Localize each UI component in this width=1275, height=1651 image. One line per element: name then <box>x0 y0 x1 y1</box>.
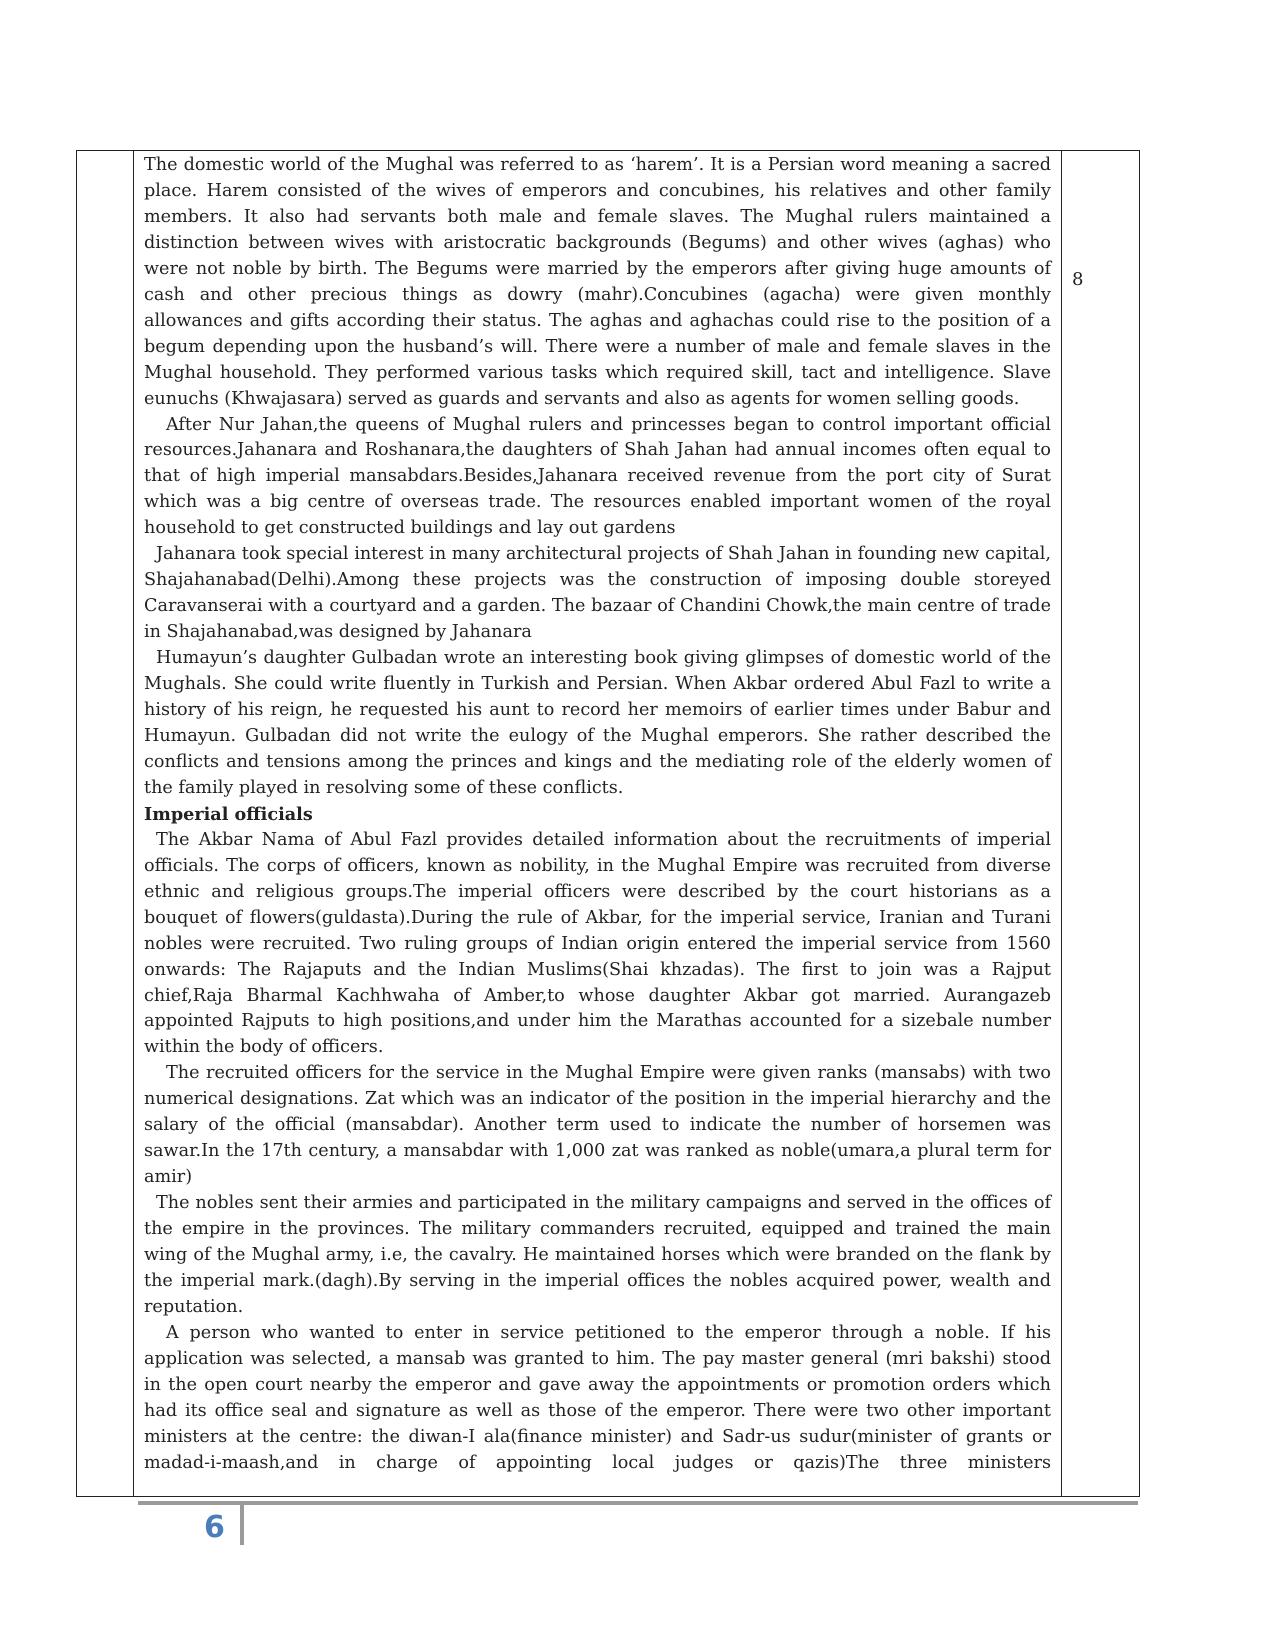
paragraph-harem: The domestic world of the Mughal was referred to as ‘harem’. It is a Persian word meaning a sacred place. Harem consisted of the wives of emperors and concubines, his relatives and other family members. It also had servants both male and female slaves. The Mughal rulers maintained a distinction between wives with aristocratic backgrounds (Begums) and other wives (aghas) who were not noble by birth. The Begums were married by the emperors after giving huge amounts of cash and other precious things as dowry (mahr).Concubines (agacha) were given monthly allowances and gifts according their status. The aghas and aghachas could rise to the position of a begum depending upon the husband’s will. There were a number of male and female slaves in the Mughal household. They performed various tasks which required skill, tact and intelligence. Slave eunuchs (Khwajasara) served as guards and servants and also as agents for women selling goods. <box>144 155 1051 409</box>
marks-cell: 8 <box>1062 151 1140 1497</box>
footer-rule <box>138 1501 1138 1505</box>
page-number-divider <box>240 1505 244 1545</box>
answer-text-cell <box>134 151 1062 1497</box>
section-heading-imperial-officials: Imperial officials <box>144 803 313 825</box>
page-number: 6 <box>204 1510 225 1545</box>
paragraph-mansabs: The recruited officers for the service in the Mughal Empire were given ranks (mansabs) with two numerical designations. Zat which was an indicator of the position in the imperial hierarchy and the salary of the official (mansabdar). Another term used to indicate the number of horsemen was sawar.In the 17th century, a mansabdar with 1,000 zat was ranked as noble(umara,a plural term for amir) <box>144 1063 1051 1188</box>
question-number-cell <box>77 151 134 1497</box>
answer-table <box>76 150 1140 1497</box>
paragraph-gulbadan: Humayun’s daughter Gulbadan wrote an interesting book giving glimpses of domestic world of the Mughals. She could write fluently in Turkish and Persian. When Akbar ordered Abul Fazl to write a history of his reign, he requested his aunt to record her memoirs of earlier times under Babur and Humayun. Gulbadan did not write the eulogy of the Mughal emperors. She rather described the conflicts and tensions among the princes and kings and the mediating role of the elderly women of the family played in resolving some of these conflicts. <box>144 648 1051 798</box>
paragraph-akbar-nama: The Akbar Nama of Abul Fazl provides detailed information about the recruitments of imperial officials. The corps of officers, known as nobility, in the Mughal Empire was recruited from diverse ethnic and religious groups.The imperial officers were described by the court historians as a bouquet of flowers(guldasta).During the rule of Akbar, for the imperial service, Iranian and Turani nobles were recruited. Two ruling groups of Indian origin entered the imperial service from 1560 onwards: The Rajaputs and the Indian Muslims(Shai khzadas). The first to join was a Rajput chief,Raja Bharmal Kachhwaha of Amber,to whose daughter Akbar got married. Aurangazeb appointed Rajputs to high positions,and under him the Marathas accounted for a sizebale number within the body of officers. <box>144 829 1051 1058</box>
paragraph-nur-jahan: After Nur Jahan,the queens of Mughal rulers and princesses began to control important official resources.Jahanara and Roshanara,the daughters of Shah Jahan had annual incomes often equal to that of high imperial mansabdars.Besides,Jahanara received revenue from the port city of Surat which was a big centre of overseas trade. The resources enabled important women of the royal household to get constructed buildings and lay out gardens <box>144 414 1051 539</box>
paragraph-jahanara: Jahanara took special interest in many architectural projects of Shah Jahan in founding new capital, Shajahanabad(Delhi).Among these projects was the construction of imposing double storeyed Caravanserai with a courtyard and a garden. The bazaar of Chandini Chowk,the main centre of trade in Shajahanabad,was designed by Jahanara <box>144 544 1051 643</box>
paragraph-nobles: The nobles sent their armies and participated in the military campaigns and served in the offices of the empire in the provinces. The military commanders recruited, equipped and trained the main wing of the Mughal army, i.e, the cavalry. He maintained horses which were branded on the flank by the imperial mark.(dagh).By serving in the imperial offices the nobles acquired power, wealth and reputation. <box>144 1193 1051 1317</box>
paragraph-service-petition: A person who wanted to enter in service petitioned to the emperor through a noble. If his application was selected, a mansab was granted to him. The pay master general (mri bakshi) stood in the open court nearby the emperor and gave away the appointments or promotion orders which had its office seal and signature as well as those of the emperor. There were two other important ministers at the centre: the diwan-I ala(finance minister) and Sadr-us sudur(minister of grants or madad-i-maash,and in charge of appointing local judges or qazis)The three ministers <box>144 1322 1051 1473</box>
